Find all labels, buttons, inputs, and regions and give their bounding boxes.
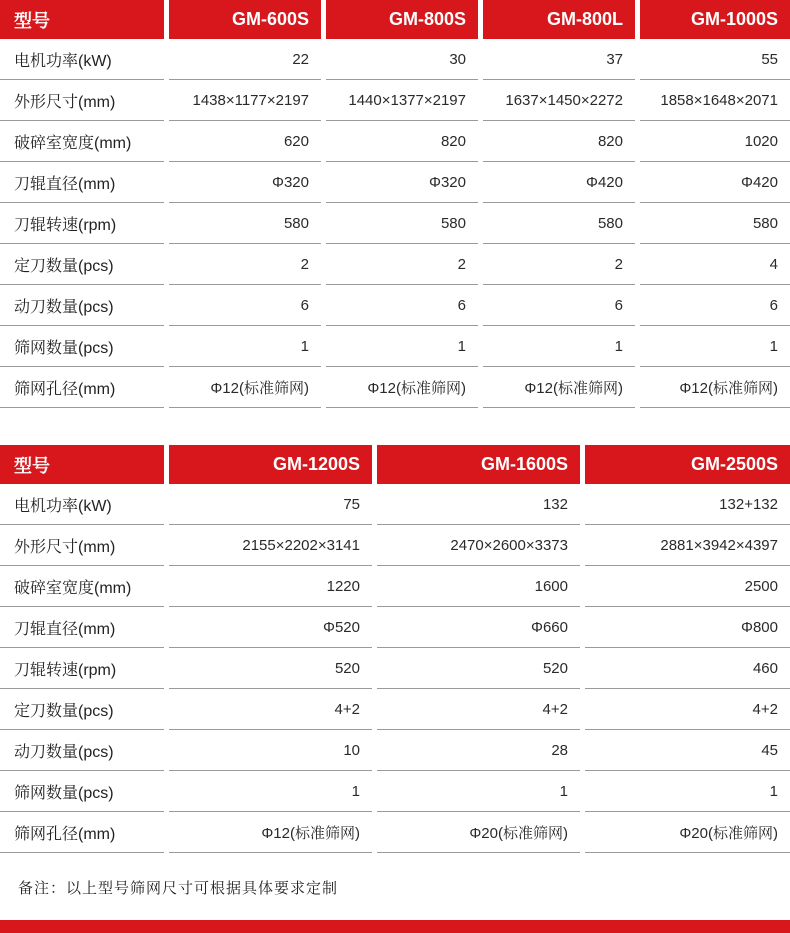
cell-value: Φ320 bbox=[326, 162, 478, 203]
row-label: 定刀数量(pcs) bbox=[0, 689, 164, 730]
row-label: 破碎室宽度(mm) bbox=[0, 566, 164, 607]
cell-value: 1637×1450×2272 bbox=[483, 80, 635, 121]
cell-value: 28 bbox=[377, 730, 580, 771]
row-label: 电机功率(kW) bbox=[0, 484, 164, 525]
cell-value: 460 bbox=[585, 648, 790, 689]
table-row bbox=[0, 285, 790, 326]
cell-value: 6 bbox=[640, 285, 790, 326]
row-label: 刀辊直径(mm) bbox=[0, 607, 164, 648]
table-row bbox=[0, 203, 790, 244]
cell-value: 520 bbox=[169, 648, 372, 689]
cell-value: 580 bbox=[326, 203, 478, 244]
cell-value: 580 bbox=[483, 203, 635, 244]
cell-value: 1 bbox=[326, 326, 478, 367]
row-label: 筛网数量(pcs) bbox=[0, 326, 164, 367]
row-label: 破碎室宽度(mm) bbox=[0, 121, 164, 162]
cell-value: 1020 bbox=[640, 121, 790, 162]
cell-value: 22 bbox=[169, 39, 321, 80]
model-name: GM-1200S bbox=[169, 445, 372, 484]
row-label: 外形尺寸(mm) bbox=[0, 80, 164, 121]
row-label: 定刀数量(pcs) bbox=[0, 244, 164, 285]
row-label: 外形尺寸(mm) bbox=[0, 525, 164, 566]
cell-value: Φ320 bbox=[169, 162, 321, 203]
cell-value: 6 bbox=[483, 285, 635, 326]
cell-value: 520 bbox=[377, 648, 580, 689]
row-label: 电机功率(kW) bbox=[0, 39, 164, 80]
table-row bbox=[0, 39, 790, 80]
cell-value: Φ12(标准筛网) bbox=[169, 367, 321, 408]
table-row bbox=[0, 607, 790, 648]
model-name: GM-800S bbox=[326, 0, 478, 39]
cell-value: 820 bbox=[326, 121, 478, 162]
table-row bbox=[0, 326, 790, 367]
cell-value: Φ800 bbox=[585, 607, 790, 648]
cell-value: 6 bbox=[169, 285, 321, 326]
cell-value: 1 bbox=[377, 771, 580, 812]
spec-table-1 bbox=[0, 0, 790, 408]
row-label: 筛网孔径(mm) bbox=[0, 812, 164, 853]
model-name: GM-1000S bbox=[640, 0, 790, 39]
table-row bbox=[0, 812, 790, 853]
table-header-row bbox=[0, 445, 790, 484]
spec-table-2 bbox=[0, 445, 790, 853]
row-label: 动刀数量(pcs) bbox=[0, 285, 164, 326]
cell-value: 620 bbox=[169, 121, 321, 162]
model-header-label: 型号 bbox=[0, 445, 164, 484]
cell-value: Φ420 bbox=[640, 162, 790, 203]
cell-value: 1438×1177×2197 bbox=[169, 80, 321, 121]
cell-value: 4+2 bbox=[377, 689, 580, 730]
cell-value: Φ20(标准筛网) bbox=[585, 812, 790, 853]
row-label: 刀辊转速(rpm) bbox=[0, 203, 164, 244]
model-header-label: 型号 bbox=[0, 0, 164, 39]
row-label: 筛网数量(pcs) bbox=[0, 771, 164, 812]
cell-value: 30 bbox=[326, 39, 478, 80]
cell-value: 2500 bbox=[585, 566, 790, 607]
cell-value: 1 bbox=[169, 771, 372, 812]
table-row bbox=[0, 730, 790, 771]
row-label: 筛网孔径(mm) bbox=[0, 367, 164, 408]
bottom-accent-bar bbox=[0, 920, 790, 933]
cell-value: 4+2 bbox=[585, 689, 790, 730]
cell-value: 580 bbox=[169, 203, 321, 244]
table-row bbox=[0, 367, 790, 408]
cell-value: 6 bbox=[326, 285, 478, 326]
cell-value: 1 bbox=[483, 326, 635, 367]
cell-value: 2881×3942×4397 bbox=[585, 525, 790, 566]
table-row bbox=[0, 121, 790, 162]
cell-value: 1440×1377×2197 bbox=[326, 80, 478, 121]
cell-value: 132 bbox=[377, 484, 580, 525]
cell-value: 1220 bbox=[169, 566, 372, 607]
model-name: GM-1600S bbox=[377, 445, 580, 484]
table-row bbox=[0, 162, 790, 203]
table-row bbox=[0, 771, 790, 812]
row-label: 刀辊直径(mm) bbox=[0, 162, 164, 203]
cell-value: 1 bbox=[640, 326, 790, 367]
cell-value: 2470×2600×3373 bbox=[377, 525, 580, 566]
cell-value: 75 bbox=[169, 484, 372, 525]
table-row bbox=[0, 244, 790, 285]
cell-value: 4+2 bbox=[169, 689, 372, 730]
cell-value: Φ12(标准筛网) bbox=[483, 367, 635, 408]
table-row bbox=[0, 648, 790, 689]
cell-value: 2 bbox=[483, 244, 635, 285]
cell-value: 2 bbox=[169, 244, 321, 285]
cell-value: Φ12(标准筛网) bbox=[326, 367, 478, 408]
table-row bbox=[0, 484, 790, 525]
cell-value: 55 bbox=[640, 39, 790, 80]
cell-value: Φ520 bbox=[169, 607, 372, 648]
cell-value: 1 bbox=[585, 771, 790, 812]
cell-value: Φ12(标准筛网) bbox=[640, 367, 790, 408]
table-header-row bbox=[0, 0, 790, 39]
model-name: GM-600S bbox=[169, 0, 321, 39]
cell-value: Φ12(标准筛网) bbox=[169, 812, 372, 853]
model-name: GM-800L bbox=[483, 0, 635, 39]
cell-value: 45 bbox=[585, 730, 790, 771]
cell-value: 1858×1648×2071 bbox=[640, 80, 790, 121]
table-row bbox=[0, 689, 790, 730]
cell-value: 37 bbox=[483, 39, 635, 80]
cell-value: 1 bbox=[169, 326, 321, 367]
cell-value: 2155×2202×3141 bbox=[169, 525, 372, 566]
cell-value: Φ20(标准筛网) bbox=[377, 812, 580, 853]
cell-value: Φ420 bbox=[483, 162, 635, 203]
cell-value: 820 bbox=[483, 121, 635, 162]
row-label: 动刀数量(pcs) bbox=[0, 730, 164, 771]
cell-value: 4 bbox=[640, 244, 790, 285]
model-name: GM-2500S bbox=[585, 445, 790, 484]
cell-value: 1600 bbox=[377, 566, 580, 607]
cell-value: 580 bbox=[640, 203, 790, 244]
table-row bbox=[0, 525, 790, 566]
table-row bbox=[0, 80, 790, 121]
table-row bbox=[0, 566, 790, 607]
cell-value: 10 bbox=[169, 730, 372, 771]
row-label: 刀辊转速(rpm) bbox=[0, 648, 164, 689]
cell-value: Φ660 bbox=[377, 607, 580, 648]
cell-value: 132+132 bbox=[585, 484, 790, 525]
cell-value: 2 bbox=[326, 244, 478, 285]
footnote: 备注：以上型号筛网尺寸可根据具体要求定制 bbox=[18, 880, 339, 897]
